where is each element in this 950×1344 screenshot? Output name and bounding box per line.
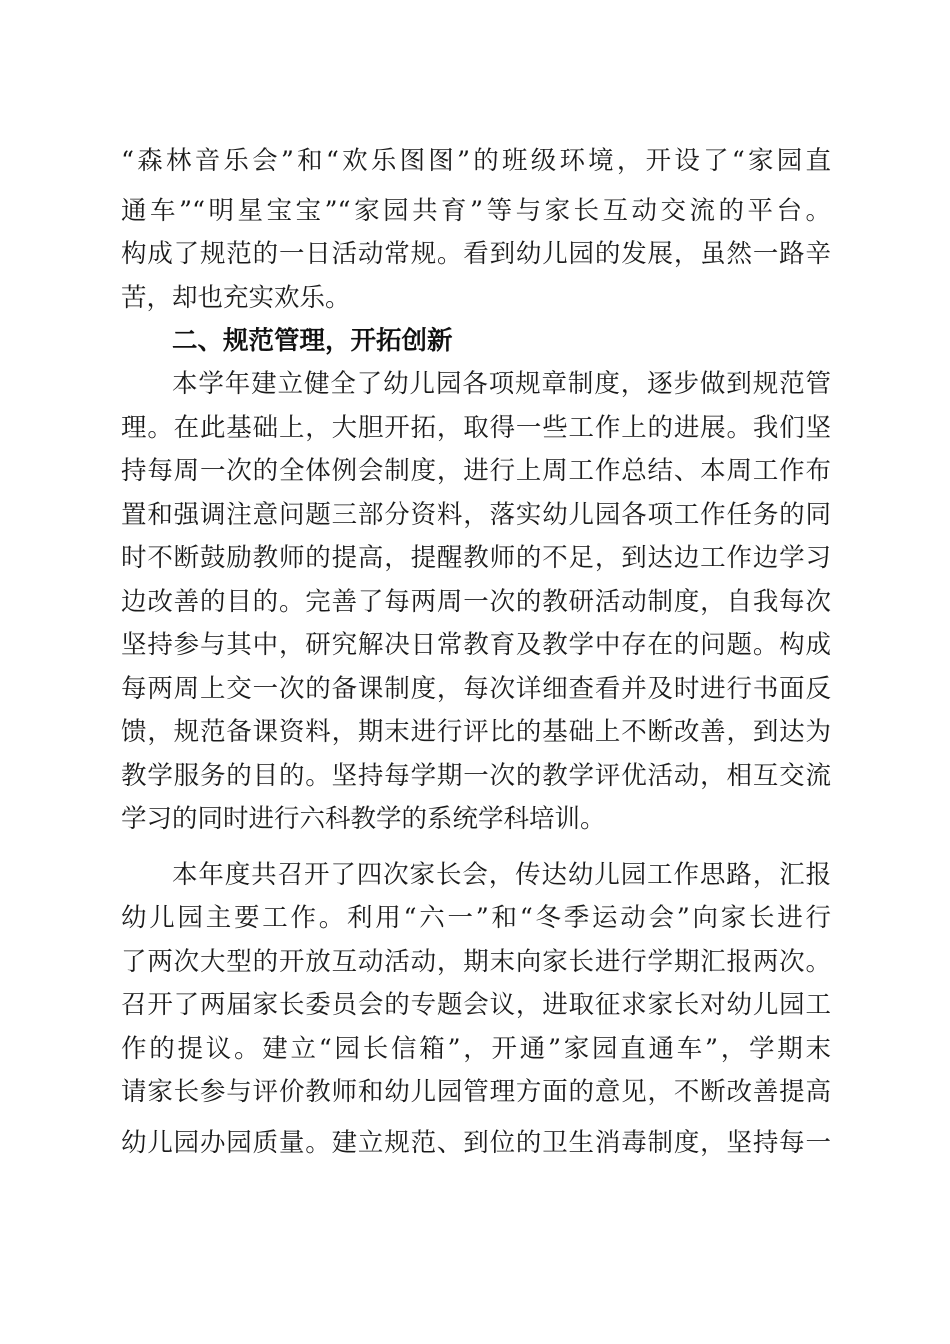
text-line: 作的提议。建立“园长信箱”，开通”家园直通车”，学期末 [121, 1034, 831, 1064]
text-line: 苦，却也充实欢乐。 [121, 283, 351, 313]
text-line: 召开了两届家长委员会的专题会议，进取征求家长对幼儿园工 [121, 990, 831, 1020]
text-line: 坚持参与其中，研究解决日常教育及教学中存在的问题。构成 [121, 630, 831, 660]
text-line: 教学服务的目的。坚持每学期一次的教学评优活动，相互交流 [121, 761, 831, 791]
text-line: 持每周一次的全体例会制度，进行上周工作总结、本周工作布 [121, 456, 831, 486]
text-line: 幼儿园办园质量。建立规范、到位的卫生消毒制度，坚持每一 [121, 1128, 831, 1158]
text-line: 每两周上交一次的备课制度，每次详细查看并及时进行书面反 [121, 674, 831, 704]
text-line: 置和强调注意问题三部分资料，落实幼儿园各项工作任务的同 [121, 500, 831, 530]
text-line: 幼儿园主要工作。利用“六一”和“冬季运动会”向家长进行 [121, 903, 831, 933]
text-line: 馈，规范备课资料，期末进行评比的基础上不断改善，到达为 [121, 717, 831, 747]
text-line: 本学年建立健全了幼儿园各项规章制度，逐步做到规范管 [172, 369, 831, 399]
text-line: 边改善的目的。完善了每两周一次的教研活动制度，自我每次 [121, 587, 831, 617]
text-line: “森林音乐会”和“欢乐图图”的班级环境，开设了“家园直 [121, 146, 831, 176]
text-line: 本年度共召开了四次家长会，传达幼儿园工作思路，汇报 [172, 860, 831, 890]
text-line: 学习的同时进行六科教学的系统学科培训。 [121, 804, 606, 834]
text-line: 理。在此基础上，大胆开拓，取得一些工作上的进展。我们坚 [121, 413, 831, 443]
section-heading: 二、规范管理，开拓创新 [172, 326, 453, 356]
text-line: 了两次大型的开放互动活动，期末向家长进行学期汇报两次。 [121, 947, 831, 977]
text-line: 构成了规范的一日活动常规。看到幼儿园的发展，虽然一路辛 [121, 239, 831, 269]
text-line: 请家长参与评价教师和幼儿园管理方面的意见，不断改善提高 [121, 1077, 831, 1107]
text-line: 通车”“明星宝宝”“家园共育”等与家长互动交流的平台。 [121, 196, 831, 226]
text-line: 时不断鼓励教师的提高，提醒教师的不足，到达边工作边学习 [121, 543, 831, 573]
